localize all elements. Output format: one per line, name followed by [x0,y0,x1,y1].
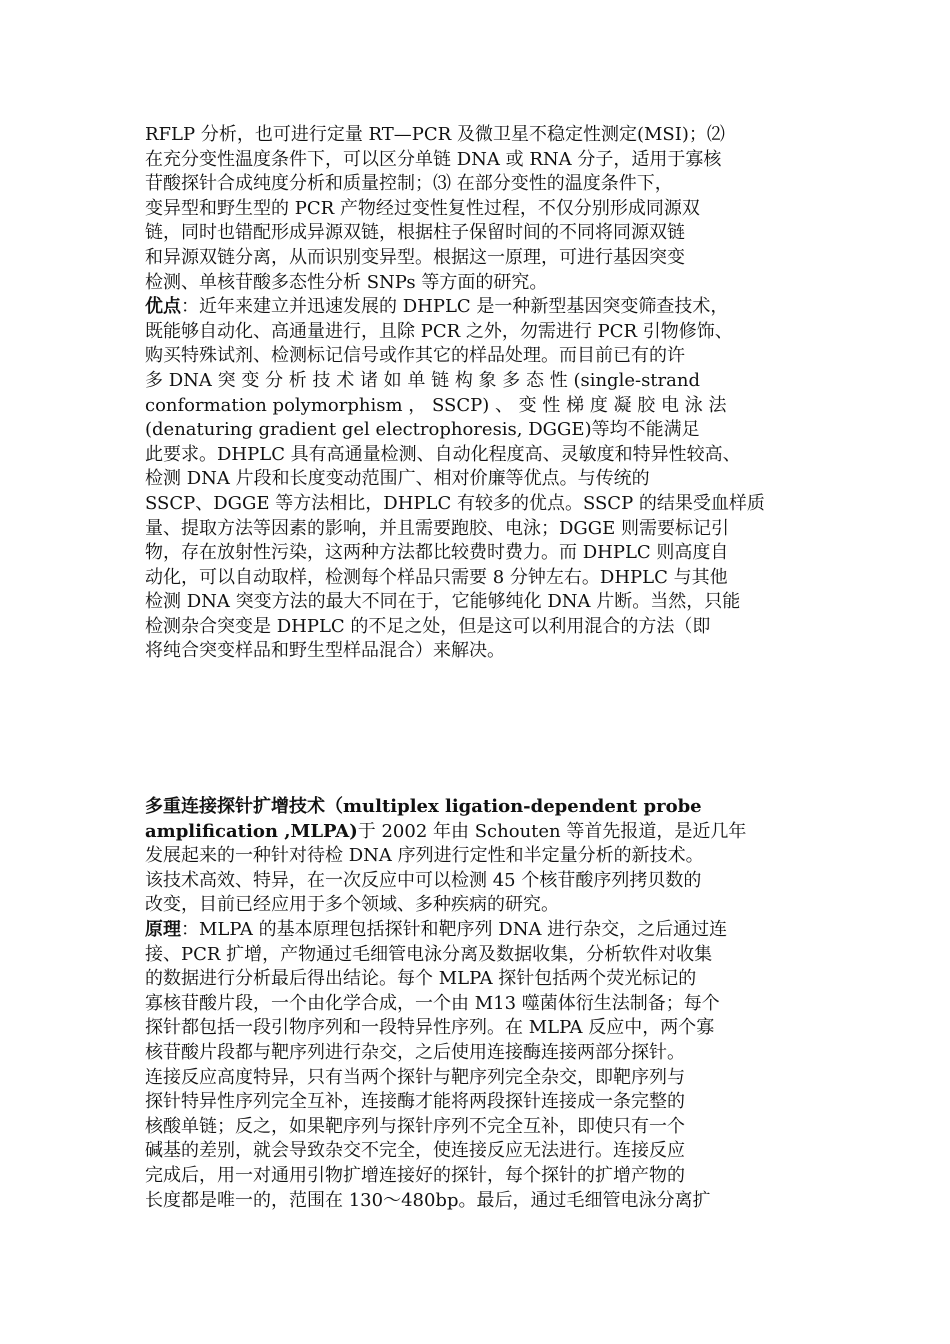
text-span: 于 2002 年由 Schouten 等首先报道，是近几年 [357,820,747,842]
text-line: conformation polymorphism ， SSCP) 、 变 性 梯 度 凝 胶 电 泳 法 [145,394,727,416]
text-line: 物，存在放射性污染，这两种方法都比较费时费力。而 DHPLC 则高度自 [145,542,729,564]
text-line: 检测 DNA 片段和长度变动范围广、相对价廉等优点。与传统的 [145,468,650,490]
text-line: 碱基的差别，就会导致杂交不完全，使连接反应无法进行。连接反应 [145,1140,685,1162]
principle-label: 原理 [145,918,181,940]
title-continuation [145,820,810,845]
text-line: 此要求。DHPLC 具有高通量检测、自动化程度高、灵敏度和特异性较高、 [145,443,741,465]
advantages-paragraph-start [145,295,810,320]
advantages-label: 优点 [145,296,181,318]
text-line: 在充分变性温度条件下，可以区分单链 DNA 或 RNA 分子，适用于寡核 [145,148,722,170]
text-line: 和异源双链分离，从而识别变异型。根据这一原理，可进行基因突变 [145,246,685,268]
text-line: 动化，可以自动取样，检测每个样品只需要 8 分钟左右。DHPLC 与其他 [145,566,728,588]
text-line: 连接反应高度特异，只有当两个探针与靶序列完全杂交，即靶序列与 [145,1066,685,1088]
text-line: 核酸单链；反之，如果靶序列与探针序列不完全互补，即使只有一个 [145,1115,685,1137]
text-line: 探针都包括一段引物序列和一段特异性序列。在 MLPA 反应中，两个寡 [145,1017,715,1039]
text-line: 该技术高效、特异，在一次反应中可以检测 45 个核苷酸序列拷贝数的 [145,869,702,891]
text-line: 接、PCR 扩增，产物通过毛细管电泳分离及数据收集，分析软件对收集 [145,943,713,965]
text-line: SSCP、DGGE 等方法相比，DHPLC 有较多的优点。SSCP 的结果受血样质 [145,492,765,514]
text-line: 核苷酸片段都与靶序列进行杂交，之后使用连接酶连接两部分探针。 [145,1041,685,1063]
text-line: 将纯合突变样品和野生型样品混合）来解决。 [145,640,505,662]
text-span: ：MLPA 的基本原理包括探针和靶序列 DNA 进行杂交，之后通过连 [181,918,728,940]
text-line: 检测杂合突变是 DHPLC 的不足之处，但是这可以利用混合的方法（即 [145,615,711,637]
text-line: (denaturing gradient gel electrophoresis, DGGE)等均不能满足 [145,419,700,441]
section-title: 多重连接探针扩增技术（multiplex ligation-dependent probe [145,796,702,817]
text-line: 链，同时也错配形成异源双链，根据柱子保留时间的不同将同源双链 [145,222,685,244]
text-line: 长度都是唯一的，范围在 130～480bp。最后，通过毛细管电泳分离扩 [145,1189,711,1211]
text-line: RFLP 分析，也可进行定量 RT—PCR 及微卫星不稳定性测定(MSI)；⑵ [145,124,725,145]
text-line: 苷酸探针合成纯度分析和质量控制；⑶ 在部分变性的温度条件下， [145,173,673,195]
text-line: 检测、单核苷酸多态性分析 SNPs 等方面的研究。 [145,271,548,293]
text-line: 探针特异性序列完全互补，连接酶才能将两段探针连接成一条完整的 [145,1091,685,1113]
principle-paragraph-start [145,918,810,943]
text-line: 购买特殊试剂、检测标记信号或作其它的样品处理。而目前已有的许 [145,345,685,367]
mlpa-section [145,795,810,1213]
title-bold-part: amplification ,MLPA) [145,820,358,842]
text-line: 多 DNA 突 变 分 析 技 术 诸 如 单 链 构 象 多 态 性 (single-strand [145,369,700,391]
text-line: 既能够自动化、高通量进行，且除 PCR 之外，勿需进行 PCR 引物修饰、 [145,320,733,342]
text-line: 变异型和野生型的 PCR 产物经过变性复性过程，不仅分别形成同源双 [145,197,700,219]
text-span: ：近年来建立并迅速发展的 DHPLC 是一种新型基因突变筛查技术， [181,296,729,318]
dhplc-section [145,123,810,664]
text-line: 量、提取方法等因素的影响，并且需要跑胶、电泳；DGGE 则需要标记引 [145,517,730,539]
text-line: 的数据进行分析最后得出结论。每个 MLPA 探针包括两个荧光标记的 [145,968,697,990]
text-line: 完成后，用一对通用引物扩增连接好的探针，每个探针的扩增产物的 [145,1164,685,1186]
text-line: 检测 DNA 突变方法的最大不同在于，它能够纯化 DNA 片断。当然，只能 [145,591,741,613]
text-line: 改变，目前已经应用于多个领域、多种疾病的研究。 [145,894,559,916]
text-line: 寡核苷酸片段，一个由化学合成，一个由 M13 噬菌体衍生法制备；每个 [145,992,720,1014]
text-line: 发展起来的一种针对待检 DNA 序列进行定性和半定量分析的新技术。 [145,845,704,867]
